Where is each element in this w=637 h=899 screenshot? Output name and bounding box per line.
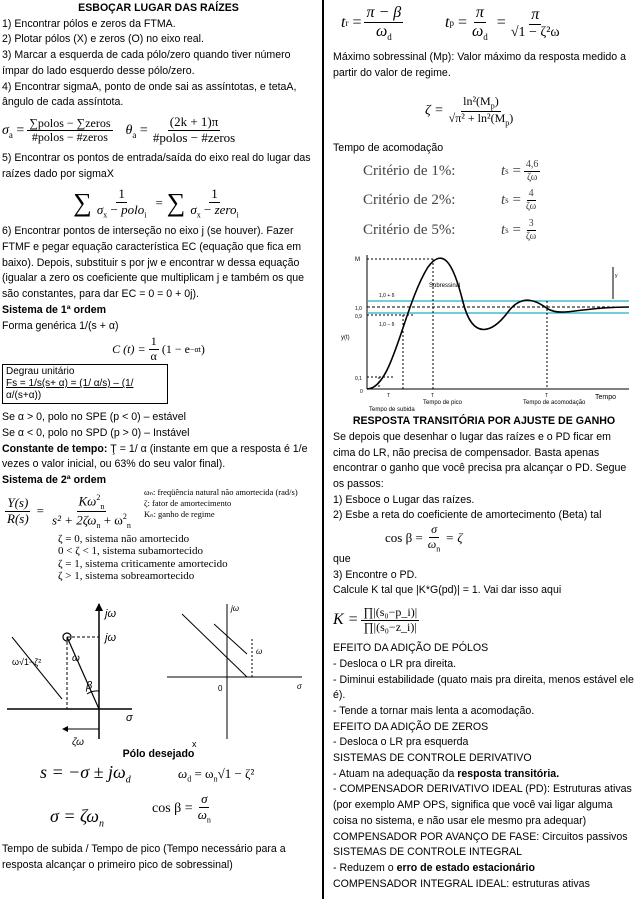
cos-beta-formula: cos β = $\frac{\sigma}{\omega_n}$ = ζ	[385, 521, 463, 554]
svg-text:T: T	[387, 393, 391, 400]
second-order-legend: ωₙ: freqüência natural não amortecida (rad/s) ζ: fator de amortecimento Kₙ: ganho de regime	[144, 486, 298, 519]
svg-text:x: x	[192, 738, 197, 749]
criterion-1: Critério de 1%: t s = $\frac{4,6}{\zeta\omega}$	[363, 159, 539, 183]
pole-diagram	[2, 599, 315, 749]
settling-time-label: Tempo de acomodação	[333, 142, 444, 155]
svg-text:0,1: 0,1	[355, 376, 362, 383]
svg-text:β: β	[86, 679, 93, 692]
tr-tp-formulas	[333, 0, 635, 50]
damping-cases	[58, 533, 228, 583]
second-order-rhs: $\frac{K\omega^2_n}{s^2 + 2\zeta\omega_n + \omega^2_n}$	[52, 492, 131, 530]
gain-text: Se depois que desenhar o lugar das raízes e o PD ficar em cima do LR, não precisa de compensador. Basta apenas encontrar o ganho que você precisa pra alcançar o PD. Segue os passos:	[333, 430, 627, 490]
effect-line-3: - Diminui estabilidade (quato mais pra direita, menos estável ele é).	[333, 673, 634, 702]
svg-text:Tempo: Tempo	[595, 394, 617, 402]
second-order-heading: Sistema de 2ª ordem	[2, 474, 107, 487]
first-order-heading: Sistema de 1ª ordem	[2, 303, 107, 316]
step-response-plot	[333, 247, 635, 412]
second-order-tf: $\frac{Y(s)}{R(s)}$ = $\frac{K\omega^2_n}{s^2 + 2\zeta\omega_n + \omega^2_n}$	[7, 492, 131, 530]
integral-line: - Reduzem o erro de estado estacionário	[333, 861, 535, 874]
svg-text:σ: σ	[297, 681, 302, 691]
svg-text:1,0 − δ: 1,0 − δ	[379, 322, 395, 329]
unit-step-box	[2, 364, 168, 404]
breakaway-formula: ∑ $\frac{1}{\sigma_x - polo_i}$ = ∑ $\frac{1}{\sigma_x - zero_i}$	[73, 185, 239, 220]
second-order-block	[2, 486, 315, 599]
lead-compensator-text: COMPENSADOR POR AVANÇO DE FASE: Circuitos passivos	[333, 830, 628, 843]
gain-section-title: RESPOSTA TRANSITÓRIA POR AJUSTE DE GANHO	[352, 415, 616, 428]
effect-line-4: - Tende a tornar mais lenta a acomodação.	[333, 704, 535, 717]
gain-step-1: 1) Esboce o Lugar das raízes.	[333, 493, 475, 506]
left-column	[2, 0, 315, 899]
svg-text:ω: ω	[72, 652, 80, 664]
k-formula: K = $\frac{\text{∏|(s₀−p\_i)|}}{\text{∏|(s₀−z\_i)|}}$	[333, 604, 418, 634]
tp-formula: t p = $\frac{\pi}{\omega_d}$ = $\frac{\pi}{\text{√1 − ζ²ω}}$	[445, 4, 560, 43]
step-1: 1) Encontrar pólos e zeros da FTMA.	[2, 17, 176, 30]
eq-s: $s = -\sigma \pm j\omega_d$	[40, 762, 131, 787]
step-3: 3) Marcar a esquerda de cada pólo/zero quando tiver número ímpar do lado esquerdo desse pólo/zero.	[2, 49, 291, 77]
section-title-root-locus: ESBOÇAR LUGAR DAS RAÍZES	[78, 2, 239, 14]
zeta-formula: ζ = $\frac{\ln^2(M_p)}{√\pi^2 + \ln^2(M_p)}$	[425, 94, 514, 128]
case-overdamped: ζ > 1, sistema sobreamortecido	[58, 570, 195, 583]
svg-text:0,9: 0,9	[355, 314, 362, 321]
case-critical: ζ = 1, sistema criticamente amortecido	[58, 557, 228, 570]
step-6: 6) Encontrar pontos de interseção no eixo j (se houver). Fazer FTMF e pegar equação característica EC (equação que fica em baixo). Depois, substituir s por jw e encontrar w dessa equação (igualar a zero os coeficiente que multiplicam j e também os que são constantes, para dar EC = 0 = 0 + 0j).	[2, 225, 305, 301]
svg-text:y(t): y(t)	[341, 335, 350, 342]
unit-step-line-2: α/(s+α))	[6, 390, 42, 402]
criterion-2: Critério de 2%: t s = $\frac{4}{\zeta\omega}$	[363, 188, 537, 212]
step-5: 5) Encontrar os pontos de entrada/saída do eixo real do lugar das raízes dado por sigmaX	[2, 151, 311, 180]
time-constant: Constante de tempo: Ţ = 1/ α (instante em que a resposta é 1/e vezes o valor inicial, ou 63% do seu valor final).	[2, 442, 308, 471]
que-text: que	[333, 553, 351, 566]
eq-sigma: $\sigma = \zeta\omega_n$	[50, 806, 104, 831]
svg-text:ω: ω	[256, 646, 263, 656]
svg-text:1,0: 1,0	[355, 306, 362, 313]
criterion-5: Critério de 5%: t s = $\frac{3}{\zeta\omega}$	[363, 218, 537, 242]
derivative-line: - Atuam na adequação da resposta transitória.	[333, 767, 560, 780]
svg-text:σ: σ	[126, 711, 133, 724]
svg-text:1,0 + δ: 1,0 + δ	[379, 293, 395, 300]
step-2: 2) Plotar pólos (X) e zeros (O) no eixo real.	[2, 33, 204, 46]
desired-pole-label: Pólo desejado	[122, 747, 195, 760]
right-column	[333, 0, 635, 899]
pd-compensator-text: - COMPENSADOR DERIVATIVO IDEAL (PD): Estruturas ativas (por exemplo AMP OPS, significa que você vai ligar alguma coisa no sistema, e não usar ele mesmo pra adequar)	[333, 783, 632, 827]
case-undamped: ζ = 0, sistema não amortecido	[58, 532, 190, 545]
breakaway-lhs-fraction: $\frac{1}{\sigma_x - polo_i}$	[96, 185, 147, 220]
svg-text:Tempo de subida: Tempo de subida	[369, 407, 415, 413]
s-plane-small	[167, 604, 303, 749]
svg-text:Tempo de acomodação: Tempo de acomodação	[523, 400, 586, 407]
effect-line-7: SISTEMAS DE CONTROLE DERIVATIVO	[333, 752, 532, 765]
svg-text:y: y	[615, 273, 618, 280]
unit-step-line-1: Fs = 1/s(s+ α) = (1/ α/s) – (1/	[6, 378, 134, 390]
svg-text:jω: jω	[105, 631, 117, 644]
svg-text:0: 0	[360, 389, 363, 396]
integral-title: SISTEMAS DE CONTROLE INTEGRAL	[333, 846, 522, 859]
rise-time-text: Tempo de subida / Tempo de pico (Tempo necessário para a resposta alcançar o primeiro pico de sobressinal)	[2, 843, 286, 872]
case-underdamped: 0 < ζ < 1, sistema subamortecido	[58, 545, 203, 558]
svg-text:Tempo de pico: Tempo de pico	[423, 400, 463, 407]
unit-step-title: Degrau unitário	[6, 366, 75, 378]
effect-line-1: EFEITO DA ADIÇÃO DE PÓLOS	[333, 642, 489, 655]
svg-text:M: M	[355, 257, 360, 264]
sigma-a-fraction: $\frac{\text{∑polos − ∑zeros}}{\text{\#polos − \#zeros}}$	[29, 115, 111, 145]
svg-text:ζω: ζω	[72, 736, 84, 748]
first-order-response-fraction: $\frac{1}{\alpha}$	[150, 333, 157, 363]
eq-cos-beta: cos β = $\frac{\sigma}{\omega_n}$	[152, 791, 211, 825]
theta-a-fraction: $\frac{(2k + 1)\pi}{\text{\#polos − \#zeros}}$	[152, 114, 236, 146]
gain-step-2: 2) Esbe a reta do coeficiente de amortecimento (Beta) tal	[333, 509, 602, 522]
eq-wd: $\omega_d = \omega_n√1 - \zeta^2$	[178, 766, 255, 785]
gain-step-3: 3) Encontre o PD.	[333, 568, 418, 581]
svg-text:jω: jω	[231, 603, 240, 613]
tr-formula: t r = $\frac{\pi - \beta}{\omega_d}$	[341, 4, 402, 43]
second-order-lhs: $\frac{Y(s)}{R(s)}$	[7, 494, 29, 526]
settling-criteria	[333, 157, 635, 245]
step-4: 4) Encontrar sigmaA, ponto de onde sai as assíntotas, e tetaA, ângulo de cada assíntota.	[2, 80, 297, 109]
max-overshoot-text: Máximo sobressinal (Mp): Valor máximo da resposta medido a partir do valor de regime.	[333, 51, 627, 79]
asymptote-formulas	[2, 111, 315, 151]
calc-k-text: Calcule K tal que |K*G(pd)| = 1. Vai dar isso aqui	[333, 584, 562, 597]
svg-text:T: T	[545, 393, 549, 400]
svg-text:jω: jω	[105, 607, 117, 620]
pi-compensator-text: COMPENSADOR INTEGRAL IDEAL: estruturas ativas	[333, 877, 590, 890]
effect-line-5: EFEITO DA ADIÇÃO DE ZEROS	[333, 720, 489, 733]
breakaway-rhs-fraction: $\frac{1}{\sigma_x - zero_i}$	[190, 185, 239, 220]
svg-text:T: T	[431, 393, 435, 400]
first-order-response: C (t) = $\frac{1}{\alpha}$ (1 − e −αt )	[112, 333, 205, 363]
effect-line-6: - Desloca o LR pra esquerda	[333, 736, 469, 749]
stable-condition: Se α > 0, polo no SPE (p < 0) – estável	[2, 411, 186, 424]
sigma-a-lhs: $\sigma_a$ =	[2, 122, 25, 140]
svg-text:Sobressinal: Sobressinal	[429, 283, 461, 290]
first-order-generic: Forma genérica 1/(s + α)	[2, 319, 119, 332]
unstable-condition: Se α < 0, polo no SPD (p > 0) – Instável	[2, 426, 190, 439]
desired-pole-equations	[2, 762, 315, 842]
theta-a-lhs: $\theta_a$ =	[125, 122, 148, 140]
svg-text:0: 0	[218, 683, 223, 693]
effect-line-2: - Desloca o LR pra direita.	[333, 657, 457, 670]
s-plane-large	[7, 603, 133, 748]
wn-sqrt-label: ω√1−ζ²	[12, 656, 42, 667]
column-divider	[322, 0, 324, 899]
